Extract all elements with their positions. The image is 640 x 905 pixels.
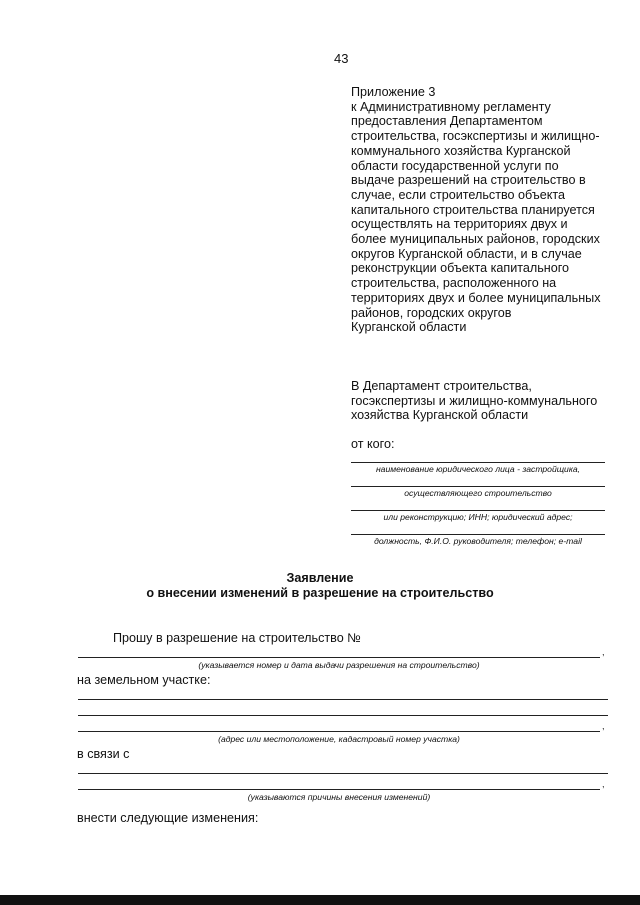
applicant-caption: наименование юридического лица - застройщика, xyxy=(375,464,581,474)
permit-number-line[interactable] xyxy=(78,657,600,658)
appendix-line: округов Курганской области, и в случае xyxy=(351,246,582,261)
address-caption: (адрес или местоположение, кадастровый номер участка) xyxy=(218,734,460,744)
appendix-line: Курганской области xyxy=(351,320,467,335)
addressee-line: хозяйства Курганской области xyxy=(351,408,529,423)
reason-line-comma: , xyxy=(602,779,605,789)
appendix-line: строительства, расположенного на xyxy=(351,276,557,291)
document-title: Заявление xyxy=(286,571,354,585)
land-plot-line-2[interactable] xyxy=(78,715,608,716)
appendix-line: выдаче разрешений на строительство в xyxy=(351,173,586,188)
applicant-caption: должность, Ф.И.О. руководителя; телефон; e-mail xyxy=(374,536,582,546)
appendix-line: предоставления Департаментом xyxy=(351,114,543,129)
land-plot-label: на земельном участке: xyxy=(77,673,211,687)
applicant-activity-line[interactable] xyxy=(351,486,605,487)
permit-caption: (указывается номер и дата выдачи разрешения на строительство) xyxy=(198,660,480,670)
appendix-line: к Административному регламенту xyxy=(351,99,551,114)
appendix-header xyxy=(351,85,621,335)
changes-label: внести следующие изменения: xyxy=(77,811,259,825)
applicant-caption: осуществляющего строительство xyxy=(404,488,552,498)
appendix-line: реконструкции объекта капитального xyxy=(351,261,570,276)
request-text: Прошу в разрешение на строительство № xyxy=(113,631,361,645)
land-plot-line-3[interactable] xyxy=(78,731,600,732)
reason-line-2[interactable] xyxy=(78,789,600,790)
permit-line-comma: , xyxy=(602,647,605,657)
from-label: от кого: xyxy=(351,437,395,451)
land-plot-line-1[interactable] xyxy=(78,699,608,700)
scan-bottom-edge xyxy=(0,895,640,905)
page-number: 43 xyxy=(334,51,349,66)
applicant-name-line[interactable] xyxy=(351,462,605,463)
addressee-line: госэкспертизы и жилищно-коммунального xyxy=(351,393,598,408)
reason-label: в связи с xyxy=(77,747,130,761)
appendix-line: Приложение 3 xyxy=(351,85,436,99)
appendix-line: строительства, госэкспертизы и жилищно- xyxy=(351,129,600,144)
reason-line-1[interactable] xyxy=(78,773,608,774)
appendix-line: случае, если строительство объекта xyxy=(351,187,565,202)
applicant-contact-line[interactable] xyxy=(351,534,605,535)
appendix-line: территориях двух и более муниципальных xyxy=(351,290,601,305)
addressee-line: В Департамент строительства, xyxy=(351,379,532,393)
appendix-line: осуществлять на территориях двух и xyxy=(351,217,568,232)
applicant-caption: или реконструкцию; ИНН; юридический адрес; xyxy=(383,512,573,522)
land-plot-line-comma: , xyxy=(602,721,605,731)
applicant-inn-line[interactable] xyxy=(351,510,605,511)
appendix-line: области государственной услуги по xyxy=(351,158,559,173)
appendix-line: более муниципальных районов, городских xyxy=(351,232,600,247)
reason-caption: (указываются причины внесения изменений) xyxy=(247,792,431,802)
appendix-line: коммунального хозяйства Курганской xyxy=(351,143,571,158)
document-subtitle: о внесении изменений в разрешение на строительство xyxy=(146,586,494,600)
appendix-line: районов, городских округов xyxy=(351,305,512,320)
appendix-line: капитального строительства планируется xyxy=(351,202,595,217)
addressee-block xyxy=(351,379,621,423)
